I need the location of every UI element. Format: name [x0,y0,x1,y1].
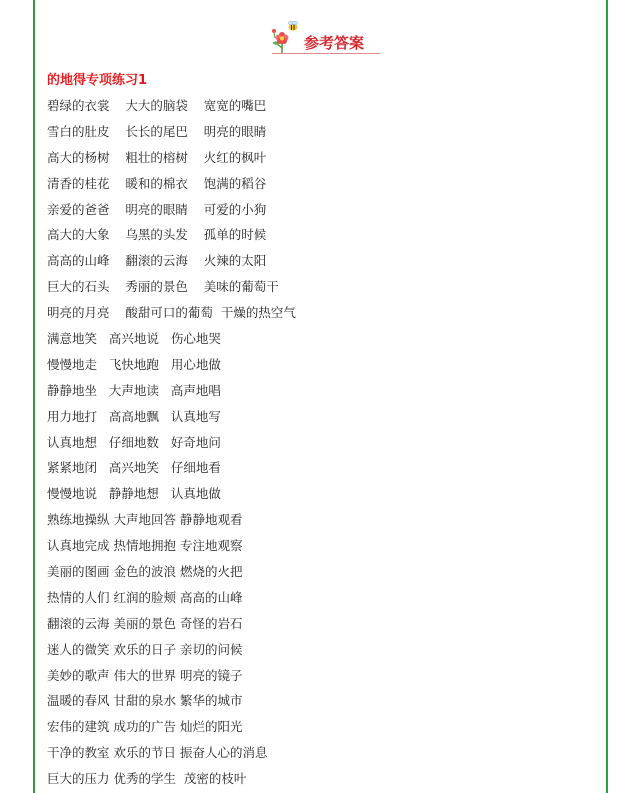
list-item: 高高的山峰 翻滚的云海 火辣的太阳 [47,253,267,269]
list-item: 碧绿的衣裳 大大的脑袋 宽宽的嘴巴 [47,98,267,113]
page-border-right [606,0,608,793]
list-item: 美妙的歌声 伟大的世界 明亮的镜子 [47,667,243,683]
section-title: 的地得专项练习1 [47,73,148,88]
list-item: 巨大的压力 优秀的学生 茂密的枝叶 [47,771,247,787]
list-item: 静静地坐 大声地读 高声地唱 [47,382,221,398]
list-item: 明亮的月亮 酸甜可口的葡萄 干燥的热空气 [47,305,296,321]
list-item: 认真地想 仔细地数 好奇地问 [47,434,221,450]
list-item: 熟练地操纵 大声地回答 静静地观看 [47,512,243,528]
list-item: 翻滚的云海 美丽的景色 奇怪的岩石 [47,615,243,631]
list-item: 美丽的图画 金色的波浪 燃烧的火把 [47,564,243,580]
list-item: 用力地打 高高地飘 认真地写 [47,408,221,424]
list-item: 干净的教室 欢乐的节日 振奋人心的消息 [47,745,268,761]
list-item: 紧紧地闭 高兴地笑 仔细地看 [47,460,221,476]
page-title: 参考答案 [304,34,365,52]
list-item: 高大的杨树 粗壮的榕树 火红的枫叶 [47,149,267,165]
list-item: 亲爱的爸爸 明亮的眼睛 可爱的小狗 [47,201,267,217]
title-underline [272,53,380,54]
list-item: 巨大的石头 秀丽的景色 美味的葡萄干 [47,279,279,295]
list-item: 清香的桂花 暖和的棉衣 饱满的稻谷 [47,175,267,191]
list-item: 宏伟的建筑 成功的广告 灿烂的阳光 [47,719,243,735]
flower-bee-icon [268,20,302,56]
list-item: 热情的人们 红润的脸颊 高高的山峰 [47,589,243,605]
list-item: 雪白的肚皮 长长的尾巴 明亮的眼睛 [47,123,267,139]
list-item: 慢慢地说 静静地想 认真地做 [47,486,221,502]
answer-header [268,20,388,56]
list-item: 高大的大象 乌黑的头发 孤单的时候 [47,227,267,243]
list-item: 温暖的春风 甘甜的泉水 繁华的城市 [47,693,243,709]
answer-list [47,93,296,792]
list-item: 认真地完成 热情地拥抱 专注地观察 [47,538,243,554]
list-item: 慢慢地走 飞快地跑 用心地做 [47,356,221,372]
list-item: 迷人的微笑 欢乐的日子 亲切的问候 [47,641,243,657]
list-item: 满意地笑 高兴地说 伤心地哭 [47,331,221,347]
page-border-left [33,0,35,793]
